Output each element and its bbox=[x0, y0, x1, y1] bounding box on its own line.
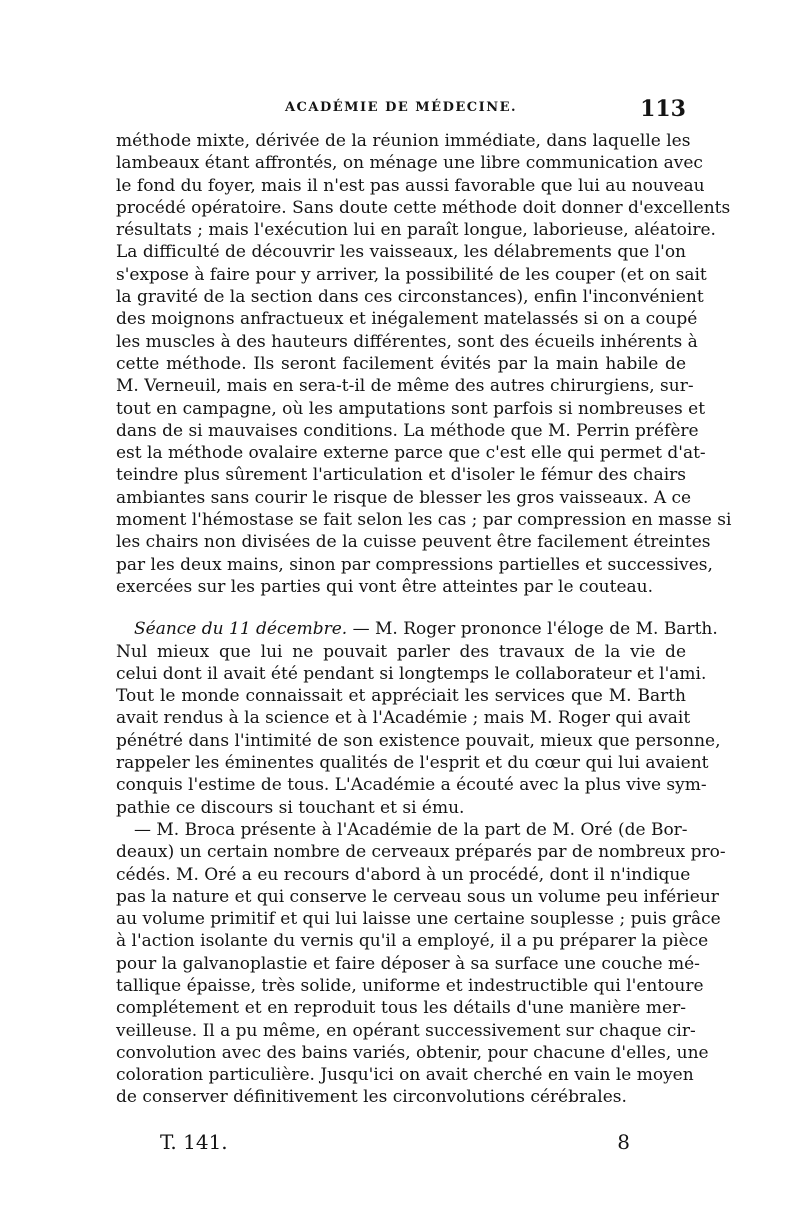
text-line: par les deux mains, sinon par compressions partielles et successives, bbox=[116, 554, 713, 575]
running-title: ACADÉMIE DE MÉDECINE. bbox=[284, 100, 518, 115]
text-line: veilleuse. Il a pu même, en opérant successivement sur chaque cir- bbox=[116, 1020, 696, 1041]
running-head bbox=[116, 96, 686, 126]
text-line: convolution avec des bains variés, obtenir, pour chacune d'elles, une bbox=[116, 1042, 709, 1063]
text-line: le fond du foyer, mais il n'est pas aussi favorable que lui au nouveau bbox=[116, 175, 705, 196]
text-line bbox=[116, 618, 718, 640]
paragraph-ore-brains bbox=[116, 819, 726, 1109]
text-line: tallique épaisse, très solide, uniforme et indestructible qui l'entoure bbox=[116, 975, 704, 996]
text-line: Nul mieux que lui ne pouvait parler des travaux de la vie de bbox=[116, 641, 686, 662]
text-line: procédé opératoire. Sans doute cette méthode doit donner d'excellents bbox=[116, 197, 731, 218]
text-line: avait rendus à la science et à l'Académie ; mais M. Roger qui avait bbox=[116, 708, 691, 729]
text-line: au volume primitif et qui lui laisse une certaine souplesse ; puis grâce bbox=[116, 909, 721, 930]
page-footer bbox=[160, 1130, 630, 1160]
text-line: conquis l'estime de tous. L'Académie a écouté avec la plus vive sym- bbox=[116, 775, 707, 796]
text-line: complétement et en reproduit tous les détails d'une manière mer- bbox=[116, 998, 686, 1019]
paragraph-barth-eulogy bbox=[116, 618, 721, 819]
text-line: celui dont il avait été pendant si longtemps le collaborateur et l'ami. bbox=[116, 663, 707, 684]
text-line: des moignons anfractueux et inégalement matelassés si on a coupé bbox=[116, 309, 698, 330]
text-line: rappeler les éminentes qualités de l'esprit et du cœur qui lui avaient bbox=[116, 753, 709, 774]
volume-signature: T. 141. bbox=[160, 1130, 228, 1154]
text-line: moment l'hémostase se fait selon les cas ; par compression en masse si bbox=[116, 510, 732, 531]
session-text: — M. Roger prononce l'éloge de M. Barth. bbox=[347, 619, 718, 640]
text-line: est la méthode ovalaire externe parce que c'est elle qui permet d'at- bbox=[116, 443, 706, 464]
text-line: M. Verneuil, mais en sera-t-il de même des autres chirurgiens, sur- bbox=[116, 376, 694, 397]
text-line: lambeaux étant affrontés, on ménage une libre communication avec bbox=[116, 153, 703, 174]
text-line: teindre plus sûrement l'articulation et d'isoler le fémur des chairs bbox=[116, 465, 686, 486]
text-line: Tout le monde connaissait et appréciait les services que M. Barth bbox=[116, 686, 686, 707]
text-line: pas la nature et qui conserve le cerveau sous un volume peu inférieur bbox=[116, 886, 719, 907]
text-line: — M. Broca présente à l'Académie de la part de M. Oré (de Bor- bbox=[134, 819, 688, 840]
text-line: deaux) un certain nombre de cerveaux préparés par de nombreux pro- bbox=[116, 842, 726, 863]
page-number: 113 bbox=[640, 96, 686, 122]
text-line: pathie ce discours si touchant et si ému. bbox=[116, 797, 465, 818]
text-line: méthode mixte, dérivée de la réunion immédiate, dans laquelle les bbox=[116, 131, 691, 151]
session-label: Séance du 11 décembre. bbox=[134, 619, 348, 640]
text-line: les chairs non divisées de la cuisse peuvent être facilement étreintes bbox=[116, 532, 711, 553]
paragraph-gap bbox=[116, 598, 686, 618]
text-line: pénétré dans l'intimité de son existence pouvait, mieux que personne, bbox=[116, 730, 721, 751]
text-line: pour la galvanoplastie et faire déposer à sa surface une couche mé- bbox=[116, 953, 700, 974]
text-line: tout en campagne, où les amputations sont parfois si nombreuses et bbox=[116, 398, 706, 419]
text-line: exercées sur les parties qui vont être atteintes par le couteau. bbox=[116, 576, 654, 597]
text-line: cette méthode. Ils seront facilement évités par la main habile de bbox=[116, 353, 686, 374]
text-line: La difficulté de découvrir les vaisseaux, les délabrements que l'on bbox=[116, 242, 686, 263]
text-line: ambiantes sans courir le risque de blesser les gros vaisseaux. A ce bbox=[116, 487, 692, 508]
text-line: coloration particulière. Jusqu'ici on avait cherché en vain le moyen bbox=[116, 1065, 694, 1086]
text-line: cédés. M. Oré a eu recours d'abord à un procédé, dont il n'indique bbox=[116, 864, 691, 885]
text-line: les muscles à des hauteurs différentes, sont des écueils inhérents à bbox=[116, 331, 698, 352]
text-line: de conserver définitivement les circonvolutions cérébrales. bbox=[116, 1087, 627, 1108]
body-text bbox=[116, 130, 732, 1109]
paragraph-amputation-methods bbox=[116, 130, 732, 598]
text-line: s'expose à faire pour y arriver, la possibilité de les couper (et on sait bbox=[116, 264, 707, 285]
sheet-number: 8 bbox=[617, 1130, 630, 1154]
text-line: la gravité de la section dans ces circonstances), enfin l'inconvénient bbox=[116, 287, 704, 308]
text-line: résultats ; mais l'exécution lui en paraît longue, laborieuse, aléatoire. bbox=[116, 220, 716, 241]
text-line: dans de si mauvaises conditions. La méthode que M. Perrin préfère bbox=[116, 420, 699, 441]
text-line: à l'action isolante du vernis qu'il a employé, il a pu préparer la pièce bbox=[116, 931, 709, 952]
